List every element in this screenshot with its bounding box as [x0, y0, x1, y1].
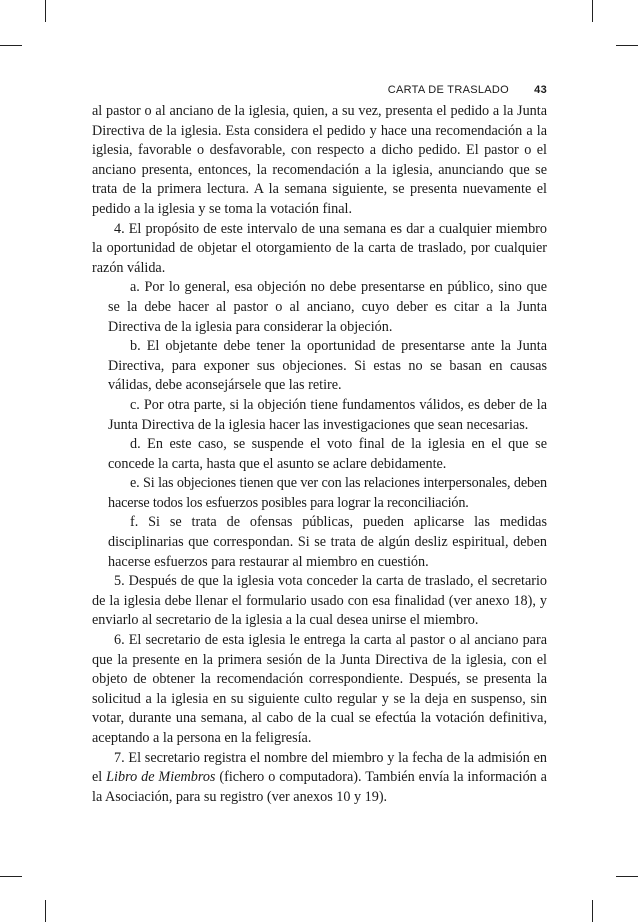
- crop-mark: [616, 45, 638, 46]
- crop-mark: [45, 900, 46, 922]
- paragraph: [92, 749, 547, 808]
- crop-mark: [0, 876, 22, 877]
- running-header: [92, 80, 547, 100]
- paragraph: al pastor o al anciano de la iglesia, quien, a su vez, presenta el pedido a la Junta Directiva de la iglesia. Esta considera el pedido y hace una recomendación a la iglesia, favorable o desfavorable, con respecto a dicho pedido. El pastor o el anciano presenta, entonces, la recomendación a la iglesia, anunciando que se trata de la primera lectura. A la semana siguiente, se presenta nuevamente el pedido a la iglesia y se toma la votación final.: [92, 103, 547, 217]
- crop-mark: [0, 45, 22, 46]
- sub-item: e. Si las objeciones tienen que ver con las relaciones interpersonales, deben hacerse todos los esfuerzos posibles para lograr la reconciliación.: [108, 475, 547, 511]
- sub-item: d. En este caso, se suspende el voto final de la iglesia en el que se concede la carta, hasta que el asunto se aclare debidamente.: [108, 436, 547, 472]
- paragraph: 4. El propósito de este intervalo de una semana es dar a cualquier miembro la oportunidad de objetar el otorgamiento de la carta de traslado, por cualquier razón válida.: [92, 220, 547, 276]
- paragraph-text: 7. El secretario registra el nombre del miembro y la fecha de la admisión en el: [92, 749, 547, 786]
- paragraph: 5. Después de que la iglesia vota conceder la carta de traslado, el secretario de la iglesia debe llenar el formulario usado con esa finalidad (ver anexo 18), y enviarlo al secretario de la iglesia a la cual desea unirse el miembro.: [92, 573, 547, 629]
- running-title: CARTA DE TRASLADO: [387, 84, 509, 96]
- sub-item: b. El objetante debe tener la oportunidad de presentarse ante la Junta Directiva, para exponer sus objeciones. Si estas no se basan en causas válidas, debe aconsejársele que las retire.: [108, 338, 547, 394]
- crop-mark: [592, 900, 593, 922]
- crop-mark: [45, 0, 46, 22]
- crop-mark: [592, 0, 593, 22]
- sub-item: f. Si se trata de ofensas públicas, pueden aplicarse las medidas disciplinarias que correspondan. Si se trata de algún desliz espiritual, deben hacerse esfuerzos para restaurar al miembro en cuestión.: [108, 514, 547, 570]
- page-number: 43: [534, 84, 547, 96]
- body-text: [92, 102, 547, 807]
- sub-item: c. Por otra parte, si la objeción tiene fundamentos válidos, es deber de la Junta Directiva de la iglesia hacer las investigaciones que sean necesarias.: [108, 396, 547, 433]
- sub-item: a. Por lo general, esa objeción no debe presentarse en público, sino que se la debe hacer al pastor o al anciano, cuyo deber es citar a la Junta Directiva de la iglesia para considerar la objeción.: [108, 279, 547, 335]
- book-title: Libro de Miembros: [106, 769, 216, 786]
- paragraph-text: (fichero o computadora). También envía la información a la Asociación, para su registro (ver anexos 10 y 19).: [92, 769, 547, 805]
- crop-mark: [616, 876, 638, 877]
- paragraph: 6. El secretario de esta iglesia le entrega la carta al pastor o al anciano para que la presente en la primera sesión de la Junta Directiva de la iglesia, con el objeto de obtener la recomendación correspondiente. Después, se presenta la solicitud a la iglesia en su siguiente culto regular y se la deja en suspenso, sin votar, durante una semana, al cabo de la cual se efectúa la votación definitiva, aceptando a la persona en la feligresía.: [92, 632, 547, 746]
